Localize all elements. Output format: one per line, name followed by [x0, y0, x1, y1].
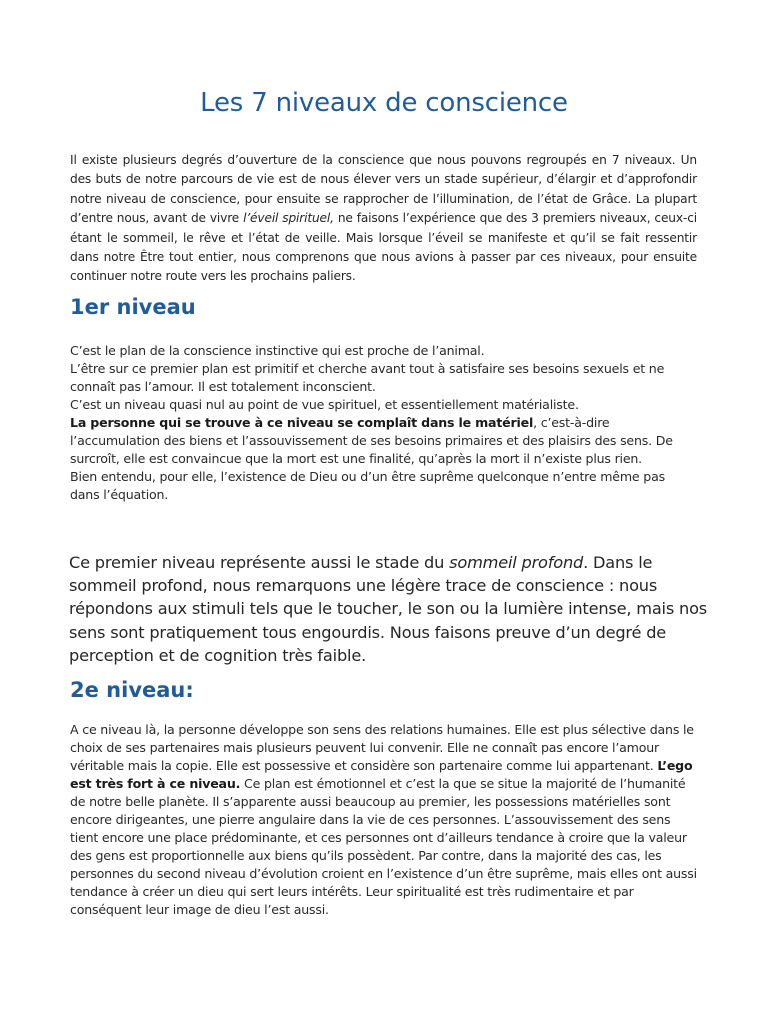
section-1-line-5: Bien entendu, pour elle, l’existence de Dieu ou d’un être suprême quelconque n’entre même pas dans l’équation.	[70, 469, 665, 502]
intro-paragraph	[70, 151, 697, 287]
intro-text-end: ne faisons l’expérience que des 3 premiers niveaux, ceux-ci étant le sommeil, le rêve et l’état de veille. Mais lorsque l’éveil se manifeste et qu’il se fait ressentir dans notre Être tout entier, nous comprenons que nous avions à passer par ces niveaux, pour ensuite continuer notre route vers les prochains paliers.	[70, 211, 697, 284]
section-2-text-end: Ce plan est émotionnel et c’est la que se situe la majorité de l’humanité de notre belle planète. Il s’apparente aussi beaucoup au premier, les possessions matérielles sont encore dirigeantes, une pierre angulaire dans la vie de ces personnes. L’assouvissement des sens tient encore une place prédominante, et ces personnes ont d’ailleurs tendance à croire que la valeur des gens est proportionnelle aux biens qu’ils possèdent. Par contre, dans la majorité des cas, les personnes du second niveau d’évolution croient en l’existence d’un être suprême, mais elles ont aussi tendance à créer un dieu qui sert leurs intérêts. Leur spiritualité est très rudimentaire et par conséquent leur image de dieu l’est aussi.	[70, 776, 697, 917]
section-heading-level-2: 2e niveau:	[70, 678, 194, 702]
section-1-body	[70, 342, 698, 504]
intro-text-start: Il existe plusieurs degrés d’ouverture de la conscience que nous pouvons regroupés en 7 niveaux. Un des buts de notre parcours de vie est de nous élever vers un stade supérieur, d’élargir et d’approfondir notre niveau de conscience, pour ensuite se rapprocher de l’illumination, de l’état de Grâce. La plupart d’entre nous, avant de vivre	[70, 153, 697, 226]
highlight-text-start: Ce premier niveau représente aussi le stade du	[69, 553, 450, 572]
highlight-italic-text: sommeil profond	[449, 553, 584, 572]
page-title: Les 7 niveaux de conscience	[200, 88, 568, 118]
section-1-line-1: C’est le plan de la conscience instinctive qui est proche de l’animal.	[70, 343, 485, 358]
section-1-line-4	[70, 414, 698, 468]
highlight-paragraph	[69, 551, 709, 667]
section-2-text-start: A ce niveau là, la personne développe son sens des relations humaines. Elle est plus sélective dans le choix de ses partenaires mais plusieurs peuvent lui convenir. Elle ne connaît pas encore l’amour véritable mais la copie. Elle est possessive et considère son partenaire comme lui appartenant.	[70, 722, 694, 773]
section-1-line-4-rest: , c’est-à-dire l’accumulation des biens et l’assouvissement de ses besoins primaires et des plaisirs des sens. De surcroît, elle est convaincue que la mort est une finalité, qu’après la mort il n’existe plus rien.	[70, 415, 673, 466]
section-2-bold-text: L’ego est très fort à ce niveau.	[70, 758, 693, 791]
section-2-body	[70, 721, 698, 919]
highlight-text-end: . Dans le sommeil profond, nous remarquons une légère trace de conscience : nous répondons aux stimuli tels que le toucher, le son ou la lumière intense, mais nos sens sont pratiquement tous engourdis. Nous faisons preuve d’un degré de perception et de cognition très faible.	[69, 553, 708, 665]
section-heading-level-1: 1er niveau	[70, 295, 196, 319]
intro-italic-text: l’éveil spirituel,	[243, 211, 334, 226]
section-1-line-3: C’est un niveau quasi nul au point de vue spirituel, et essentiellement matérialiste.	[70, 397, 579, 412]
section-1-line-2: L’être sur ce premier plan est primitif et cherche avant tout à satisfaire ses besoins sexuels et ne connaît pas l’amour. Il est totalement inconscient.	[70, 361, 665, 394]
section-1-bold-text: La personne qui se trouve à ce niveau se complaît dans le matériel	[70, 415, 534, 430]
